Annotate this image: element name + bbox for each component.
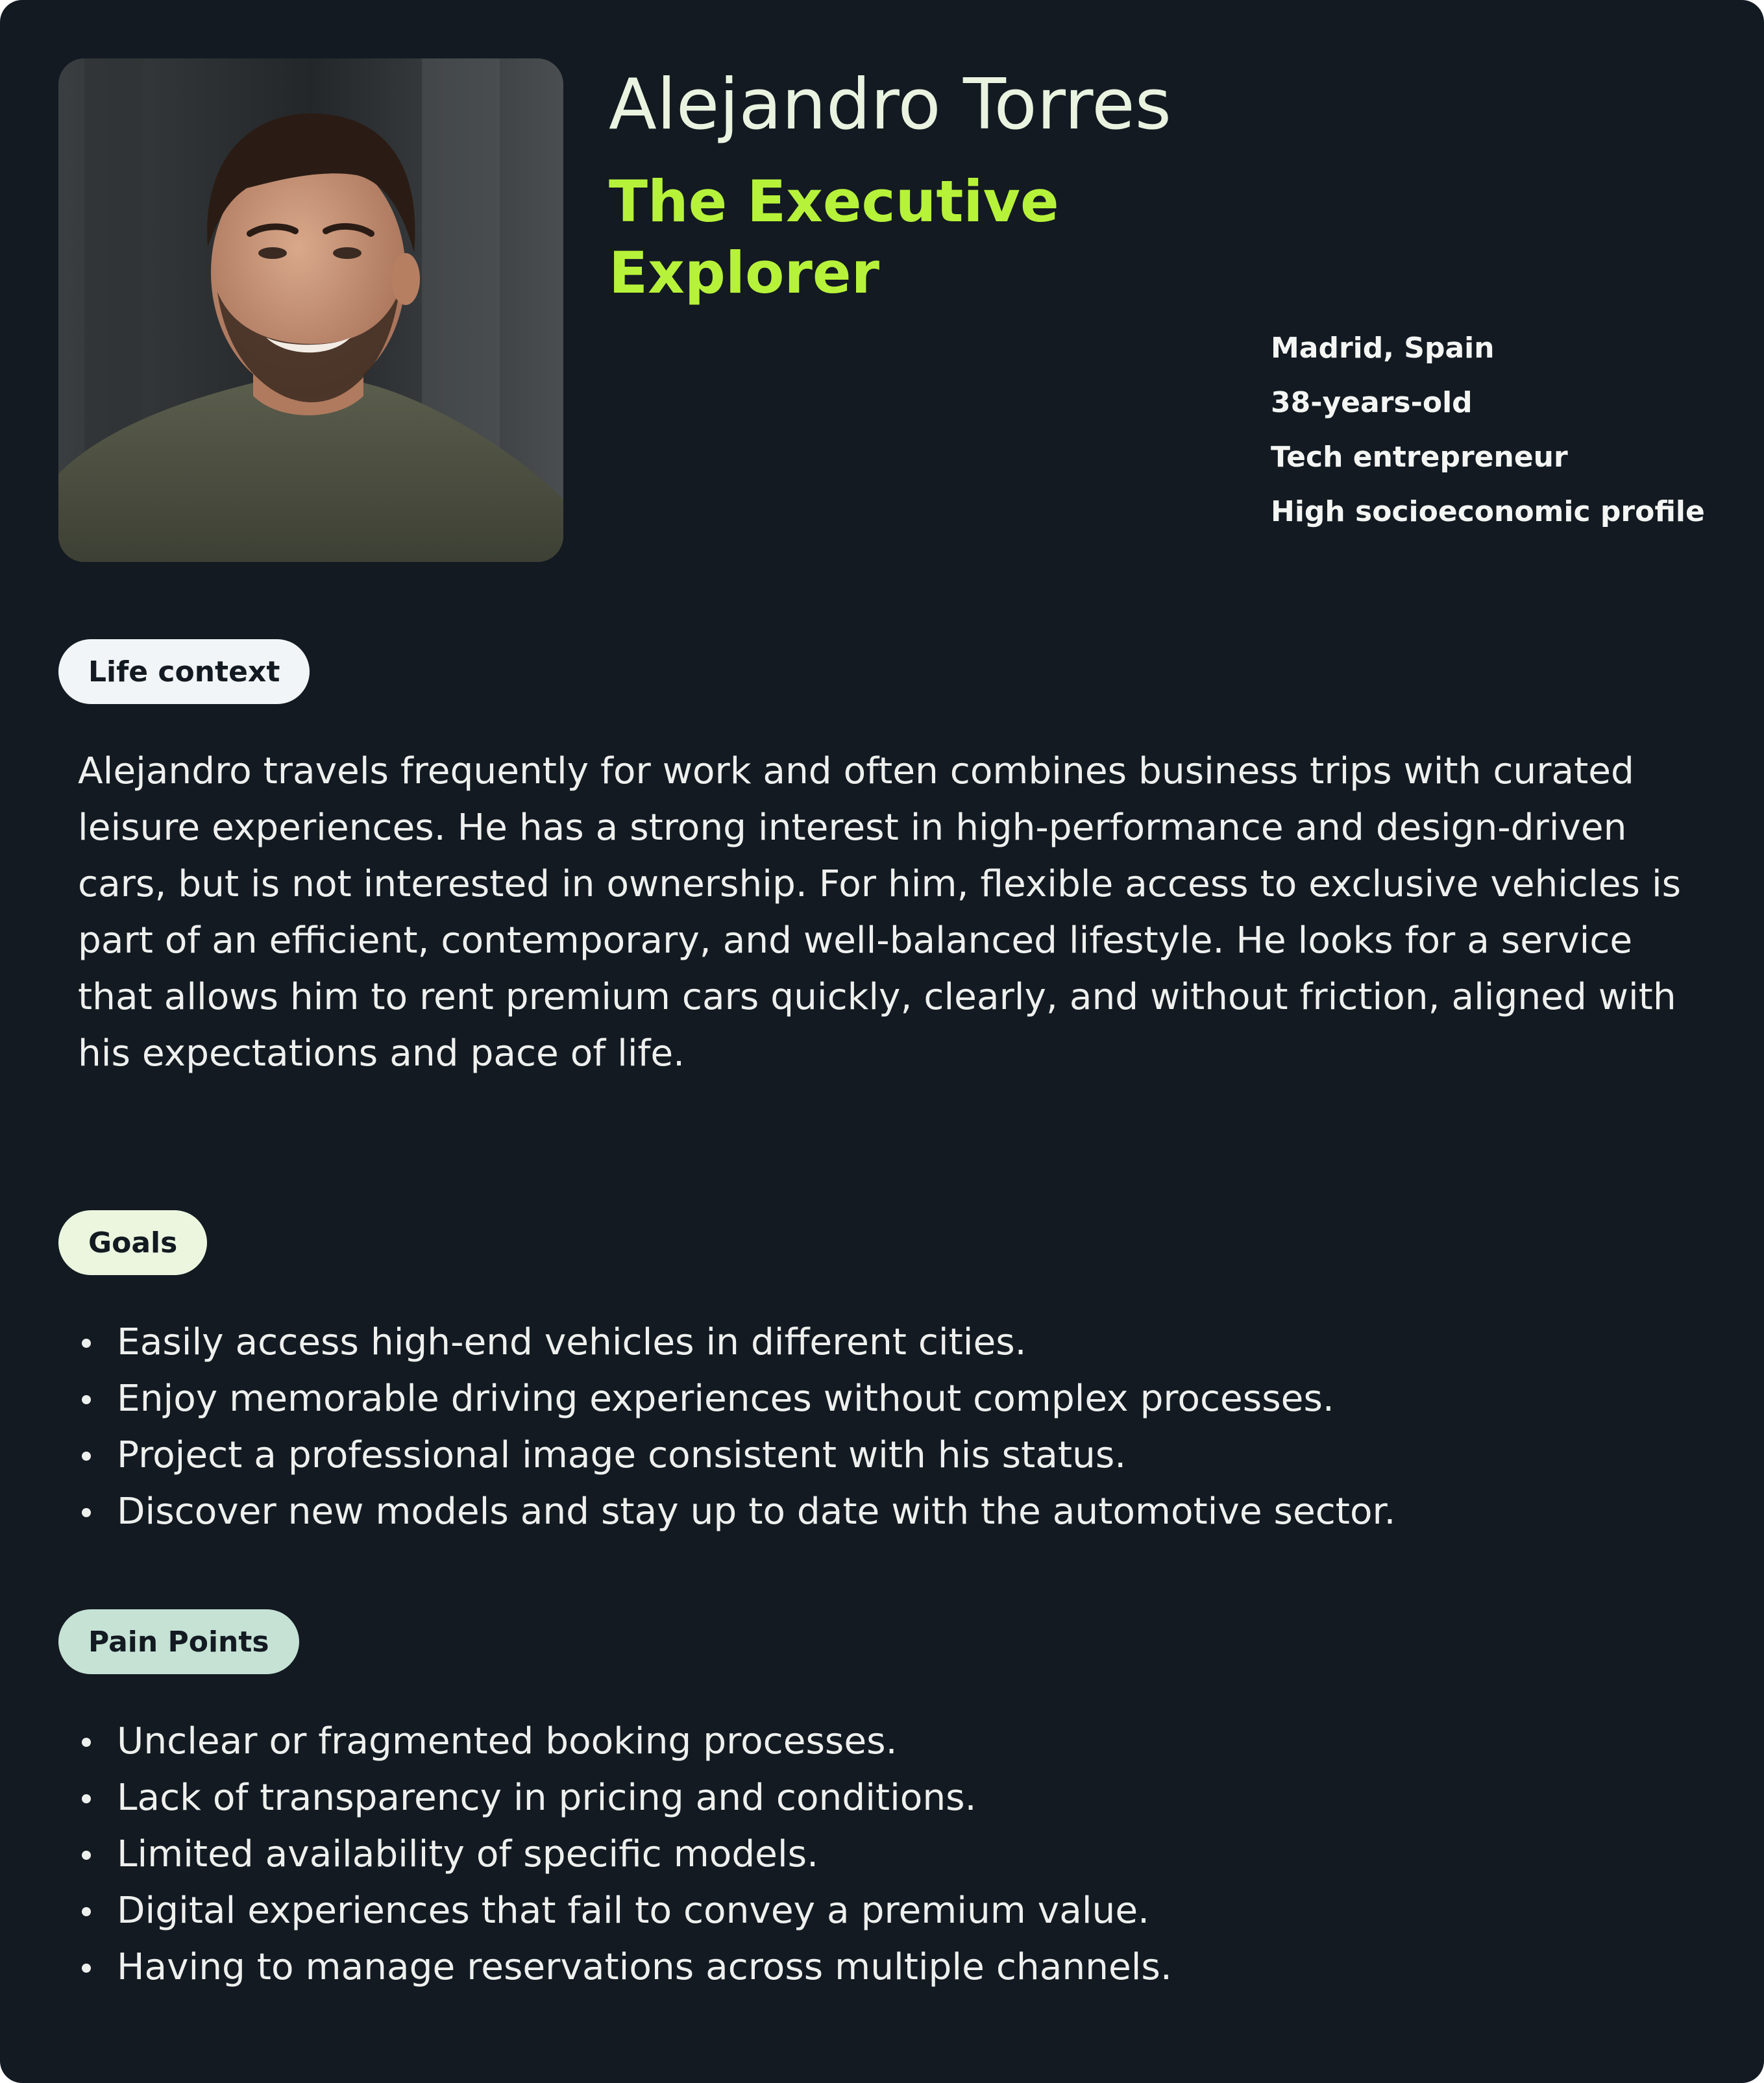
pain-points-list — [78, 1713, 1172, 1995]
pain-point-item: Digital experiences that fail to convey a premium value. — [78, 1882, 1172, 1939]
fact-location: Madrid, Spain — [1271, 332, 1495, 365]
life-context-text: Alejandro travels frequently for work and often combines business trips with curated leisure experiences. He has a strong interest in high-performance and design-driven cars, but is not interested in ownership. For him, flexible access to exclusive vehicles is part of an efficient, contemporary, and well-balanced lifestyle. He looks for a service that allows him to rent premium cars quickly, clearly, and without friction, aligned with his expectations and pace of life. — [78, 750, 1682, 1075]
persona-subtitle: The Executive Explorer — [609, 168, 1059, 306]
goal-item: Enjoy memorable driving experiences without complex processes. — [78, 1370, 1396, 1427]
fact-age: 38-years-old — [1271, 386, 1473, 419]
goal-item: Project a professional image consistent with his status. — [78, 1427, 1396, 1483]
pain-point-item: Having to manage reservations across multiple channels. — [78, 1939, 1172, 1995]
life-context-tag: Life context — [58, 639, 310, 704]
fact-occupation: Tech entrepreneur — [1271, 441, 1568, 474]
goal-item: Easily access high-end vehicles in different cities. — [78, 1314, 1396, 1370]
pain-points-tag: Pain Points — [58, 1609, 299, 1674]
pain-point-item: Limited availability of specific models. — [78, 1826, 1172, 1882]
fact-socioeconomic: High socioeconomic profile — [1271, 495, 1705, 528]
persona-photo — [58, 58, 563, 562]
portrait-image — [58, 58, 563, 562]
goals-tag: Goals — [58, 1210, 207, 1275]
persona-facts — [1271, 321, 1705, 539]
pain-point-item: Unclear or fragmented booking processes. — [78, 1713, 1172, 1770]
pain-point-item: Lack of transparency in pricing and conditions. — [78, 1770, 1172, 1826]
persona-name: Alejandro Torres — [609, 64, 1171, 145]
goal-item: Discover new models and stay up to date with the automotive sector. — [78, 1483, 1396, 1540]
goals-list — [78, 1314, 1396, 1540]
